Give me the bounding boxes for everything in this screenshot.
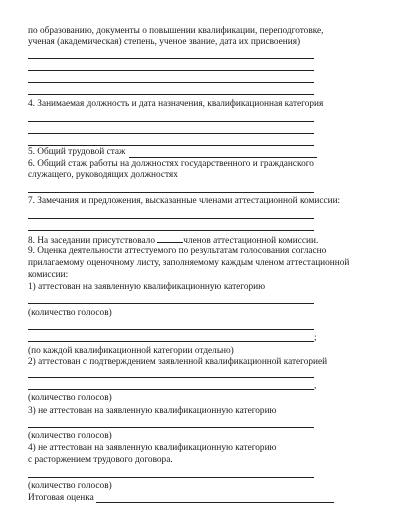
section6-text-line2: служащего, руководящих должностях xyxy=(28,170,178,180)
fill-line[interactable] xyxy=(28,230,314,231)
fill-line[interactable] xyxy=(28,133,314,134)
votes-caption-1: (количество голосов) xyxy=(28,308,112,318)
section7-heading: 7. Замечания и предложения, высказанные членами аттестационной комиссии: xyxy=(28,196,341,206)
fill-line[interactable] xyxy=(28,303,314,304)
section9-item4-line1: 4) не аттестован на заявленную квалификационную категорию xyxy=(28,443,277,453)
section4-heading: 4. Занимаемая должность и дата назначения, квалификационная категория xyxy=(28,99,324,109)
fill-line[interactable] xyxy=(28,70,314,71)
total-experience-field[interactable] xyxy=(129,157,317,158)
section9-text-line1: 9. Оценка деятельности аттестуемого по результатам голосования согласно xyxy=(28,246,327,256)
semicolon-mark: ; xyxy=(314,333,317,343)
members-present-field[interactable] xyxy=(157,234,183,243)
fill-line[interactable] xyxy=(28,145,314,146)
fill-line[interactable] xyxy=(28,94,314,95)
votes-caption-4: (количество голосов) xyxy=(28,481,112,491)
section6-text-line1: 6. Общий стаж работы на должностях государственного и гражданского xyxy=(28,159,314,169)
per-category-caption: (по каждой квалификационной категории отдельно) xyxy=(28,346,234,356)
section9-text-line3: комиссии: xyxy=(28,270,69,280)
fill-line[interactable] xyxy=(28,58,314,59)
fill-line[interactable] xyxy=(28,341,314,342)
fill-line[interactable] xyxy=(28,427,314,428)
final-grade-label: Итоговая оценка xyxy=(28,493,94,503)
votes-caption-3: (количество голосов) xyxy=(28,431,112,441)
section9-item1: 1) аттестован на заявленную квалификационную категорию xyxy=(28,282,266,292)
section9-text-line2: прилагаемому оценочному листу, заполняемому каждым членом аттестационной xyxy=(28,258,350,268)
final-grade-field[interactable] xyxy=(96,502,334,503)
section3-text-line1: по образованию, документы о повышении квалификации, переподготовке, xyxy=(28,26,324,36)
votes-caption-2: (количество голосов) xyxy=(28,393,112,403)
section3-text-line2: ученая (академическая) степень, ученое звание, дата их присвоения) xyxy=(28,37,301,47)
section9-item4-line2: с расторжением трудового договора. xyxy=(28,455,173,465)
section9-item2: 2) аттестован с подтверждением заявленной квалификационной категорией xyxy=(28,357,328,367)
fill-line[interactable] xyxy=(28,377,314,378)
section9-item3: 3) не аттестован на заявленную квалификационную категорию xyxy=(28,406,277,416)
fill-line[interactable] xyxy=(28,218,314,219)
section5-label: 5. Общий трудовой стаж xyxy=(28,147,126,157)
section8-prefix: 8. На заседании присутствовало xyxy=(28,236,158,246)
fill-line[interactable] xyxy=(28,329,314,330)
fill-line[interactable] xyxy=(28,82,314,83)
fill-line[interactable] xyxy=(28,389,314,390)
comma-mark: , xyxy=(314,381,317,391)
fill-line[interactable] xyxy=(28,192,314,193)
fill-line[interactable] xyxy=(28,121,314,122)
section8-suffix: членов аттестационной комиссии. xyxy=(183,236,319,246)
fill-line[interactable] xyxy=(28,477,314,478)
